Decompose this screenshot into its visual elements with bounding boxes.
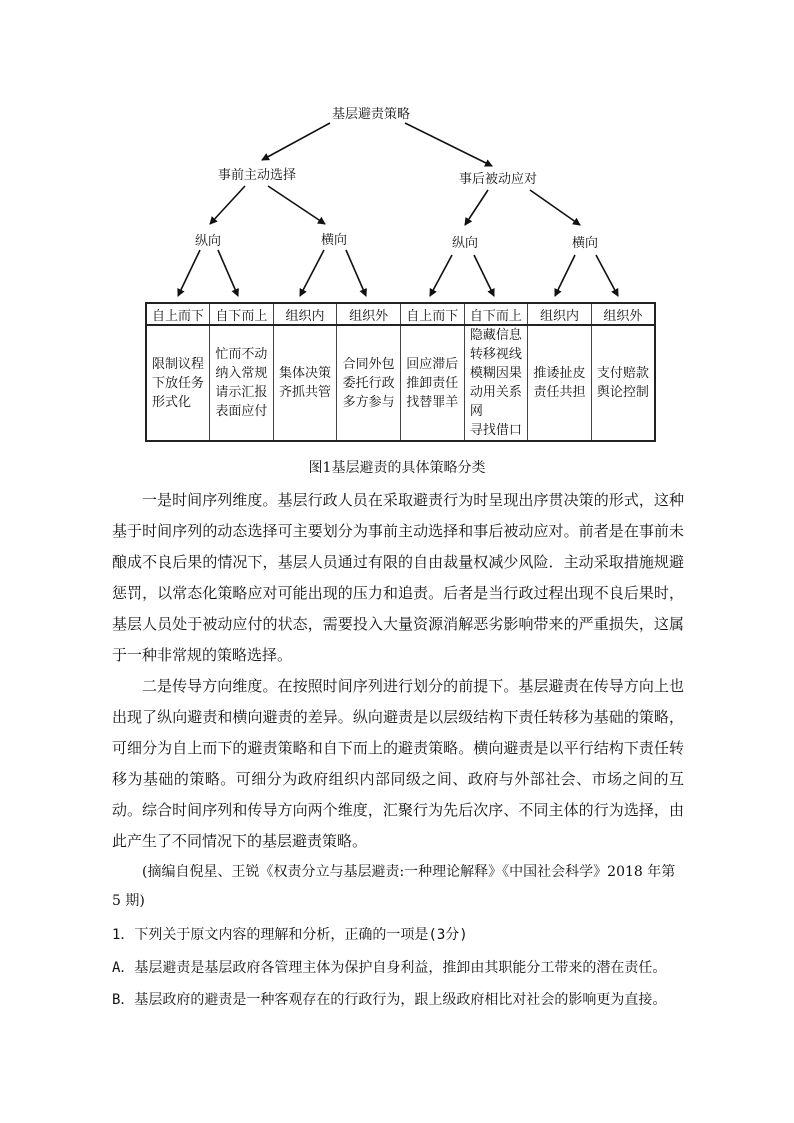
- arrow-root-to-post: [405, 123, 492, 166]
- cell-line: 支付赔款: [596, 366, 649, 381]
- cell-line: 推卸责任: [406, 375, 459, 391]
- cell-line: 齐抓共管: [279, 385, 332, 400]
- question-option-b[interactable]: B．基层政府的避责是一种客观存在的行政行为，跟上级政府相比对社会的影响更为直接。: [112, 992, 667, 1008]
- question-option-a[interactable]: A．基层避责是基层政府各管理主体为保护自身利益，推卸由其职能分工带来的潜在责任。: [112, 960, 667, 976]
- cell-line: 找替罪羊: [406, 394, 459, 410]
- paragraph-time-dimension: 一是时间序列维度。基层行政人员在采取避责行为时呈现出序贯决策的形式，这种基于时间序列的动态选择可主要划分为事前主动选择和事后被动应对。前者是在事前未酿成不良后果的情况下，基层人员通过有限的自由裁量权减少风险．主动采取措施规避惩罚，以常态化策略应对可能出现的压力和追责。后者是当行政过程出现不良后果时，基层人员处于被动应付的状态，需要投入大量资源消解恶劣影响带来的严重损失，这属于一种非常规的策略选择。: [112, 491, 684, 664]
- cell-line: 请示汇报: [215, 385, 268, 400]
- arrow-h2-left: [555, 255, 575, 296]
- arrow-v1-left: [178, 250, 200, 296]
- arrow-v2-left: [430, 255, 452, 296]
- cell-line: 模糊因果: [469, 366, 522, 381]
- cell-line: 网: [469, 404, 483, 419]
- table-header-cell: 自上而下: [146, 303, 210, 325]
- cell-line: 隐藏信息: [469, 328, 522, 343]
- tree-node-vertical-2-label: 纵向: [451, 236, 479, 251]
- table-body-cell: [146, 325, 210, 441]
- cell-line: 下放任务: [152, 375, 205, 391]
- table-body-cell: [528, 325, 592, 441]
- cell-line: 委托行政: [342, 375, 395, 391]
- tree-node-horizontal-1-label: 横向: [320, 233, 348, 248]
- cell-line: 忙而不动: [215, 347, 268, 362]
- table-body-cell: [337, 325, 401, 441]
- paragraph-direction-dimension: 二是传导方向维度。在按照时间序列进行划分的前提下。基层避责在传导方向上也出现了纵向避责和横向避责的差异。纵向避责是以层级结构下责任转移为基础的策略，可细分为自上而下的避责策略和自下而上的避责策略。横向避责是以平行结构下责任转移为基础的策略。可细分为政府组织内部同级之间、政府与外部社会、市场之间的互动。: [112, 677, 684, 819]
- cell-line: 寻找借口: [469, 423, 522, 438]
- tree-node-vertical-1-label: 纵向: [194, 234, 222, 249]
- table-body-cell: [591, 325, 655, 441]
- table-body-cell: [210, 325, 274, 441]
- arrow-h1-left: [300, 250, 324, 296]
- table-header-cell: 自下而上: [464, 303, 528, 325]
- cell-line: 转移视线: [469, 347, 522, 362]
- tree-node-pre-label: 事前主动选择: [217, 168, 297, 183]
- cell-line: 集体决策: [279, 366, 332, 381]
- cell-line: 多方参与: [342, 394, 395, 410]
- arrow-h2-right: [596, 255, 618, 296]
- table-body-cell: [273, 325, 337, 441]
- strategy-table-header-row: [146, 303, 655, 325]
- source-citation: (摘编自倪星、王锐《权责分立与基层避责:一种理论解释》《中国社会科学》2018 年第 5 期): [112, 864, 676, 909]
- table-body-cell: [464, 325, 528, 441]
- question-stem: 1．下列关于原文内容的理解和分析，正确的一项是(3分): [112, 927, 468, 943]
- table-header-cell: 自上而下: [401, 303, 465, 325]
- arrow-pre-to-vertical: [210, 186, 245, 224]
- arrow-post-to-vertical: [465, 190, 488, 225]
- cell-line: 表面应付: [215, 404, 268, 419]
- paragraph-summary: 综合时间序列和传导方向两个维度，汇聚行为先后次序、不同主体的行为选择，由此产生了不同情况下的基层避责策略。: [112, 801, 684, 850]
- table-header-cell: 组织外: [337, 303, 401, 325]
- tree-node-horizontal-2-label: 横向: [571, 236, 599, 251]
- arrow-v2-right: [474, 255, 494, 296]
- cell-line: 责任共担: [533, 385, 586, 400]
- cell-line: 形式化: [152, 394, 192, 410]
- table-body-cell: [401, 325, 465, 441]
- table-header-cell: 组织内: [273, 303, 337, 325]
- figure-caption: 图1基层避责的具体策略分类: [308, 460, 486, 476]
- tree-node-post-label: 事后被动应对: [458, 172, 538, 187]
- strategy-table: [145, 302, 656, 442]
- cell-line: 合同外包: [342, 356, 395, 372]
- cell-line: 纳入常规: [215, 366, 268, 381]
- arrow-post-to-horizontal: [530, 190, 580, 225]
- arrow-pre-to-horizontal: [268, 186, 325, 224]
- strategy-table-body-row: [146, 325, 655, 441]
- tree-root-label: 基层避责策略: [331, 107, 411, 122]
- cell-line: 回应滞后: [406, 356, 459, 372]
- arrow-root-to-pre: [262, 123, 330, 160]
- arrow-v1-right: [218, 250, 238, 296]
- table-header-cell: 组织内: [528, 303, 592, 325]
- cell-line: 动用关系: [469, 385, 522, 400]
- cell-line: 舆论控制: [596, 385, 649, 400]
- table-header-cell: 组织外: [591, 303, 655, 325]
- cell-line: 限制议程: [152, 356, 205, 372]
- arrow-h1-right: [346, 250, 366, 296]
- cell-line: 推诿扯皮: [533, 366, 586, 381]
- table-header-cell: 自下而上: [210, 303, 274, 325]
